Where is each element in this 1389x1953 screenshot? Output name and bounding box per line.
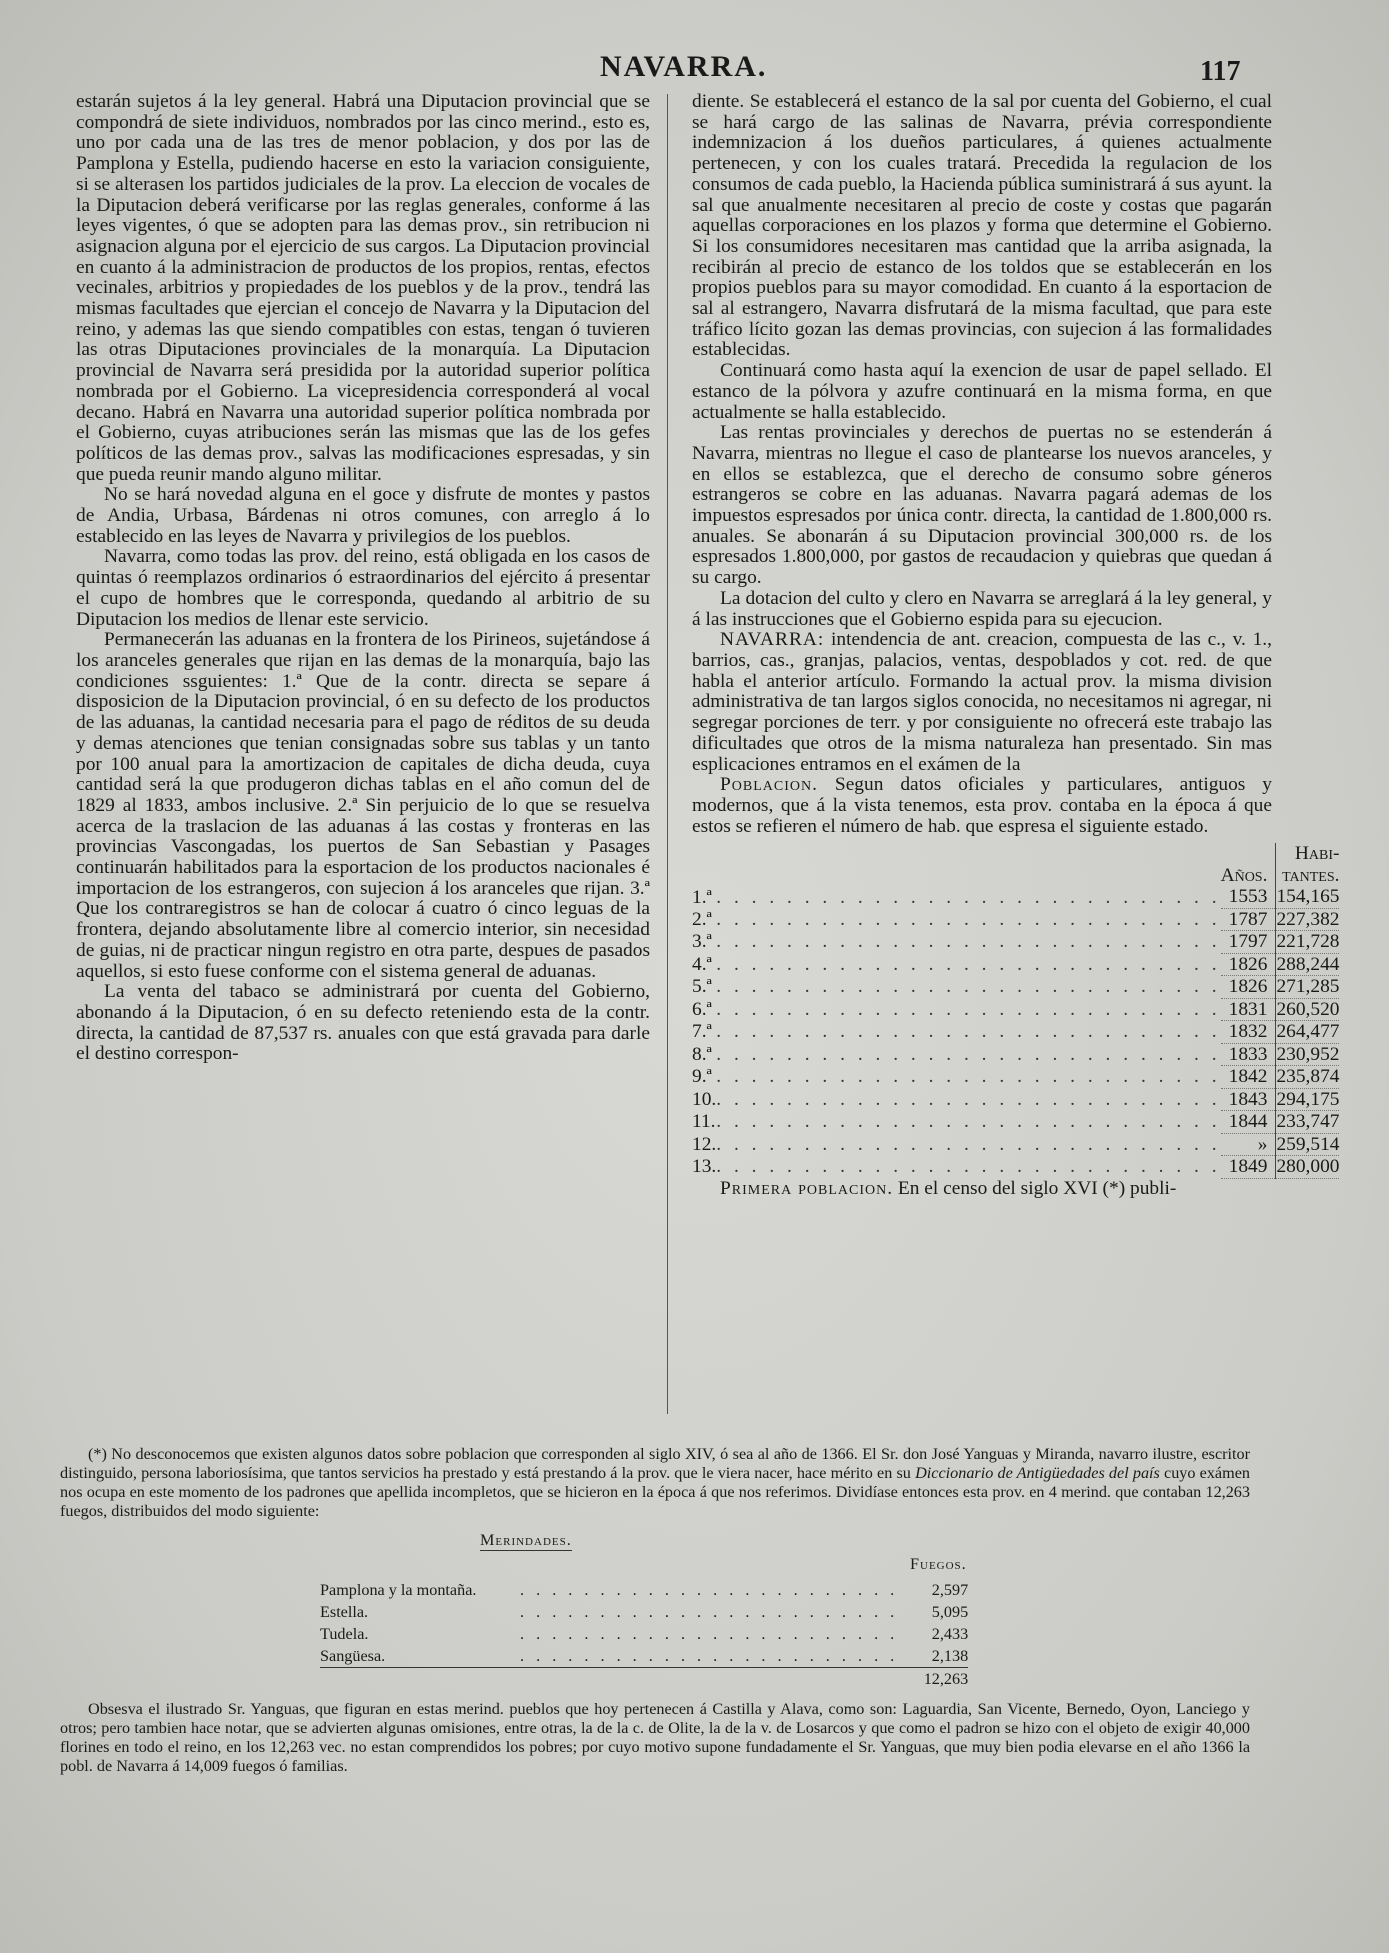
paragraph: La dotacion del culto y clero en Navarra se arreglará á la ley general, y á las instrucciones que el Gobierno espida para su ejecucion. [692,587,1272,630]
leader-dots: . . . . . . . . . . . . . . . . . . . . . . . . . . . . . [716,1043,1221,1065]
leader-dots: . . . . . . . . . . . . . . . . . . . . . . . . . . . . . [716,1133,1221,1155]
leader-dots: . . . . . . . . . . . . . . . . . . . . . . . . . . . . . [716,1021,1221,1043]
row-year: 1826 [1221,953,1276,976]
row-year: 1833 [1221,1043,1276,1066]
leader-dots: . . . . . . . . . . . . . . . . . . . . . . . . . . . . . [716,931,1221,953]
leader-dots: . . . . . . . . . . . . . . . . . . . . . . . . . . . . . [716,908,1221,930]
table-row [692,1156,1339,1179]
table-row [692,1021,1339,1044]
list-item [320,1623,968,1645]
table-row [692,886,1339,908]
row-inhabitants: 227,382 [1276,908,1340,930]
row-inhabitants: 154,165 [1276,886,1340,908]
table-row [692,953,1339,976]
leader-dots: . . . . . . . . . . . . . . . . . . . . . . . . . . . . . [716,1111,1221,1133]
row-ordinal: 5.ª [692,976,712,998]
footnote-closing: Obsesva el ilustrado Sr. Yanguas, que figuran en estas merind. pueblos que hoy pertenecen á Castilla y Alava, como son: Laguardia, San Vicente, Bernedo, Oyon, Lanciego y otros; pero tambien hace notar, que se advierten algunas omisiones, entre otras, la de la c. de Olite, la de la v. de Losarcos y que como el padron se hizo con el objeto de exigir 40,000 florines en todo el reino, en los 12,263 vec. no estan comprendidos los pobres; por cuyo motivo supone fundadamente el Sr. Yanguas, que muy bien podia elevarse en el año 1366 la pobl. de Navarra á 14,009 fuegos ó familias. [60,1700,1250,1775]
paragraph: No se hará novedad alguna en el goce y disfrute de montes y pastos de Andia, Urbasa, Bárdenas ni otros comunes, con arreglo á lo establecido en las leyes de Navarra y privilegios de los pueblos. [76,484,650,547]
leader-dots: . . . . . . . . . . . . . . . . . . . . . . . . . . . . . [716,886,1221,908]
merindad-fuegos: 2,597 [931,1581,969,1599]
merindad-name: Sangüesa. [320,1647,386,1665]
row-ordinal: 9.ª [692,1066,712,1088]
row-inhabitants: 271,285 [1276,976,1340,998]
primera-label: Primera poblacion. [720,1177,894,1199]
paragraph: diente. Se establecerá el estanco de la sal por cuenta del Gobierno, el cual se hará cargo de las salinas de Navarra, prévia correspondiente indemnizacion á los dueños particulares, á quienes actualmente pertenecen, y con los cuales tratará. Precedida la regulacion de los consumos de cada pueblo, la Hacienda pública suministrará á sus ayunt. la sal que anualmente necesitaren al precio de coste y costas que pagarán aquellas corporaciones en los plazos y forma que determine el Gobierno. Si los consumidores necesitaren mas cantidad que la arriba asignada, la recibirán al precio de estanco de los toldos que se establecerán en los propios pueblos para su mayor comodidad. En cuanto á la esportacion de sal al estrangero, Navarra disfrutará de la misma facultad, que para este tráfico lícito gozan las demas provincias, con sujecion á las formalidades establecidas. [692,91,1272,361]
paragraph: Continuará como hasta aquí la exencion de usar de papel sellado. El estanco de la pólvora y azufre continuará en la misma forma, en que actualmente se halla establecido. [692,360,1272,423]
row-year: » [1221,1133,1276,1156]
paragraph-primera [692,1179,1272,1200]
merindades-table [320,1579,968,1690]
footnote-intro: (*) No desconocemos que existen algunos datos sobre poblacion que corresponden al siglo XIV, ó sea al año de 1366. El Sr. don José Yanguas y Miranda, navarro ilustre, escritor distinguido, persona laboriosísima, que tantos servicios ha prestado y está prestando á la prov. que le viera nacer, hace mérito en su Diccionario de Antigüedades del país cuyo exámen nos ocupa en este momento de los padrones que apellida incompletos, que se hicieron en la época á que nos referimos. Dividíase entonces esta prov. en 4 merind. que contaban 12,263 fuegos, distribuidos del modo siguiente: [60,1445,1250,1520]
merindades-header: Merindades. [480,1531,572,1549]
row-ordinal: 2.ª [692,908,712,930]
row-year: 1849 [1221,1156,1276,1179]
paragraph-navarra [692,630,1272,775]
leader-dots: . . . . . . . . . . . . . . . . . . . . . . . . . . . . . [716,998,1221,1020]
row-inhabitants: 230,952 [1276,1043,1340,1065]
row-ordinal: 12. [692,1133,717,1155]
merindades-total-row [320,1668,968,1691]
row-year: 1844 [1221,1111,1276,1134]
row-ordinal: 6.ª [692,998,712,1020]
row-ordinal: 7.ª [692,1021,712,1043]
total-fuegos: 12,263 [898,1668,968,1691]
row-year: 1826 [1221,976,1276,999]
list-item [320,1601,968,1623]
paragraph: Las rentas provinciales y derechos de puertas no se estenderán á Navarra, mientras no llegue el caso de plantearse los nuevos aranceles, y en ellos se establezca, que el derecho de consumo sobre géneros estrangeros se cobre en las aduanas. Navarra pagará ademas de los impuestos espresados por única contr. directa, la cantidad de 1.800,000 rs. anuales. Se abonarán á su Diputacion provincial 300,000 rs. de los espresados 1.800,000, por gastos de recaudacion y quiebras que quedan á su cargo. [692,422,1272,589]
population-table [692,843,1339,1179]
paragraph: La venta del tabaco se administrará por cuenta del Gobierno, abonando á la Diputacion, ó en su defecto reteniendo esta de la contr. directa, la cantidad de 87,537 rs. anuales con que está gravada para darle el destino correspon- [76,981,650,1065]
page-title: NAVARRA. [600,50,768,83]
paragraph: Navarra, como todas las prov. del reino, está obligada en los casos de quintas ó reemplazos ordinarios ó estraordinarios del ejército á presentar el cupo de hombres que le corresponda, quedando al arbitrio de su Diputacion los medios de llenar este servicio. [76,546,650,630]
paragraph: estarán sujetos á la ley general. Habrá una Diputacion provincial que se compondrá de siete individuos, nombrados por las cinco merind., esto es, uno por cada una de las tres de menor poblacion, y dos por las de Pamplona y Estella, pudiendo hacerse en esto la variacion consiguiente, si se alterasen los partidos judiciales de la prov. La eleccion de vocales de la Diputacion deberá verificarse por las reglas generales, conforme á las leyes vigentes, ó que se adopten para las demas prov., sin retribucion ni asignacion alguna por el ejercicio de sus cargos. La Diputacion provincial en cuanto á la administracion de productos de los propios, rentas, efectos vecinales, arbitrios y propiedades de los pueblos y de la prov., tendrá las mismas facultades que ejercian el concejo de Navarra y la Diputacion del reino, y ademas las que siendo compatibles con estas, tengan ó tuvieren las otras Diputaciones provinciales de la monarquía. La Diputacion provincial de Navarra será presidida por la autoridad superior política nombrada por el Gobierno. La vicepresidencia corresponderá al vocal decano. Habrá en Navarra una autoridad superior política nombrada por el Gobierno, cuyas atribuciones serán las mismas que las de los gefes políticos de las demas prov., salvas las modificaciones espresadas, y sin que pueda reunir mando alguno militar. [76,91,650,485]
column-divider [667,94,668,1414]
row-inhabitants: 264,477 [1276,1021,1340,1043]
leader-dots: . . . . . . . . . . . . . . . . . . . . . . . . . . . . . [716,1088,1221,1110]
navarra-text: intendencia de ant. creacion, compuesta de las c., v. 1., barrios, cas., granjas, palacios, ventas, despoblados y cot. red. de que habla el anterior artículo. Formando la actual prov. la misma division administrativa de tan largos siglos conocida, no necesitamos ni agregar, ni segregar porciones de terr. y por consiguiente no ofrecerá este trabajo las dificultades que otros de la misma naturaleza han presentado. Sin mas esplicaciones entramos en el exámen de la [692,629,1272,775]
paragraph: Permanecerán las aduanas en la frontera de los Pirineos, sujetándose á los aranceles generales que rijan en las demas de la monarquía, bajo las condiciones ssguientes: 1.ª Que de la contr. directa se separe á disposicion de la Diputacion provincial, ó en su defecto de los productos de las aduanas, la cantidad necesaria para el pago de réditos de su deuda y demas atenciones que tenian consignadas sobre sus tablas y un tanto por 100 anual para la amortizacion de capitales de dicha deuda, cuya cantidad será la que produgeron dichas tablas en el año comun del de 1829 al 1833, ambos inclusive. 2.ª Sin perjuicio de lo que se resuelva acerca de la traslacion de las aduanas á las costas y fronteras en las provincias Vascongadas, los puertos de San Sebastian y Pasages continuarán habilitados para la esportacion de los productos nacionales é importacion de los estrangeros, con sujecion á los aranceles que rijan. 3.ª Que los contraregistros se han de colocar á cuatro ó cinco leguas de la frontera, dejando absolutamente libre al comercio interior, sin necesidad de guias, ni de practicar ningun registro en otra parte, despues de pasados aquellos, si esto fuese conforme con el sistema general de aduanas. [76,629,650,982]
poblacion-text: Segun datos oficiales y particulares, antiguos y modernos, que á la vista tenemos, esta prov. contaba en la época á que estos se refieren el número de hab. que espresa el siguiente estado. [692,774,1272,837]
merindad-fuegos: 5,095 [931,1603,969,1621]
row-inhabitants: 288,244 [1276,953,1340,975]
leader-dots: . . . . . . . . . . . . . . . . . . . . . . . . . . . . . [716,1156,1221,1178]
leader-dots: . . . . . . . . . . . . . . . . . . . . . . . . . . . . . [716,1066,1221,1088]
row-ordinal: 3.ª [692,931,712,953]
leader-dots: . . . . . . . . . . . . . . . . . . . . . . . . [520,1647,899,1665]
right-column [692,91,1340,1200]
leader-dots: . . . . . . . . . . . . . . . . . . . . . . . . . . . . . [716,976,1221,998]
row-inhabitants: 233,747 [1276,1111,1340,1133]
merindad-fuegos: 2,138 [931,1647,969,1665]
row-inhabitants: 260,520 [1276,998,1340,1020]
leader-dots: . . . . . . . . . . . . . . . . . . . . . . . . [520,1625,899,1643]
row-ordinal: 11. [692,1111,716,1133]
poblacion-label: Poblacion. [720,774,818,796]
left-column [76,92,650,1065]
table-row [692,931,1339,954]
book-title: Diccionario de Antigüedades del país [915,1464,1160,1482]
row-ordinal: 13. [692,1156,717,1178]
row-inhabitants: 294,175 [1276,1088,1340,1110]
years-header: Años. [1221,843,1276,886]
row-inhabitants: 280,000 [1276,1156,1340,1178]
table-row [692,908,1339,931]
paragraph-poblacion [692,775,1272,837]
leader-dots: . . . . . . . . . . . . . . . . . . . . . . . . [520,1603,899,1621]
row-ordinal: 1.ª [692,886,712,908]
table-row [692,976,1339,999]
row-inhabitants: 235,874 [1276,1066,1340,1088]
merindades-heading [60,1531,1250,1579]
table-row [692,1088,1339,1111]
row-year: 1787 [1221,908,1276,931]
running-head [0,50,1389,90]
table-row [692,998,1339,1021]
leader-dots: . . . . . . . . . . . . . . . . . . . . . . . . . . . . . [716,953,1221,975]
merindad-name: Tudela. [320,1625,369,1643]
navarra-label: NAVARRA: [720,629,825,651]
table-row [692,1066,1339,1089]
merindad-name: Pamplona y la montaña. [320,1581,477,1599]
table-row [692,1133,1339,1156]
row-year: 1832 [1221,1021,1276,1044]
row-year: 1553 [1221,886,1276,908]
footnote [60,1445,1250,1776]
table-row [692,1043,1339,1066]
row-year: 1797 [1221,931,1276,954]
inhabitants-header: Habi- tantes. [1282,843,1340,886]
list-item [320,1645,968,1668]
row-inhabitants: 259,514 [1276,1133,1340,1155]
row-ordinal: 10. [692,1088,717,1110]
row-year: 1831 [1221,998,1276,1021]
list-item [320,1579,968,1601]
row-year: 1842 [1221,1066,1276,1089]
primera-text: En el censo del siglo XVI (*) publi- [897,1177,1177,1199]
row-inhabitants: 221,728 [1276,931,1340,953]
merindad-name: Estella. [320,1603,369,1621]
row-ordinal: 4.ª [692,953,712,975]
row-ordinal: 8.ª [692,1043,712,1065]
fuegos-header: Fuegos. [910,1555,967,1573]
page-number: 117 [1200,56,1241,87]
table-row [692,1111,1339,1134]
merindad-fuegos: 2,433 [931,1625,969,1643]
row-year: 1843 [1221,1088,1276,1111]
leader-dots: . . . . . . . . . . . . . . . . . . . . . . . . [520,1581,899,1599]
